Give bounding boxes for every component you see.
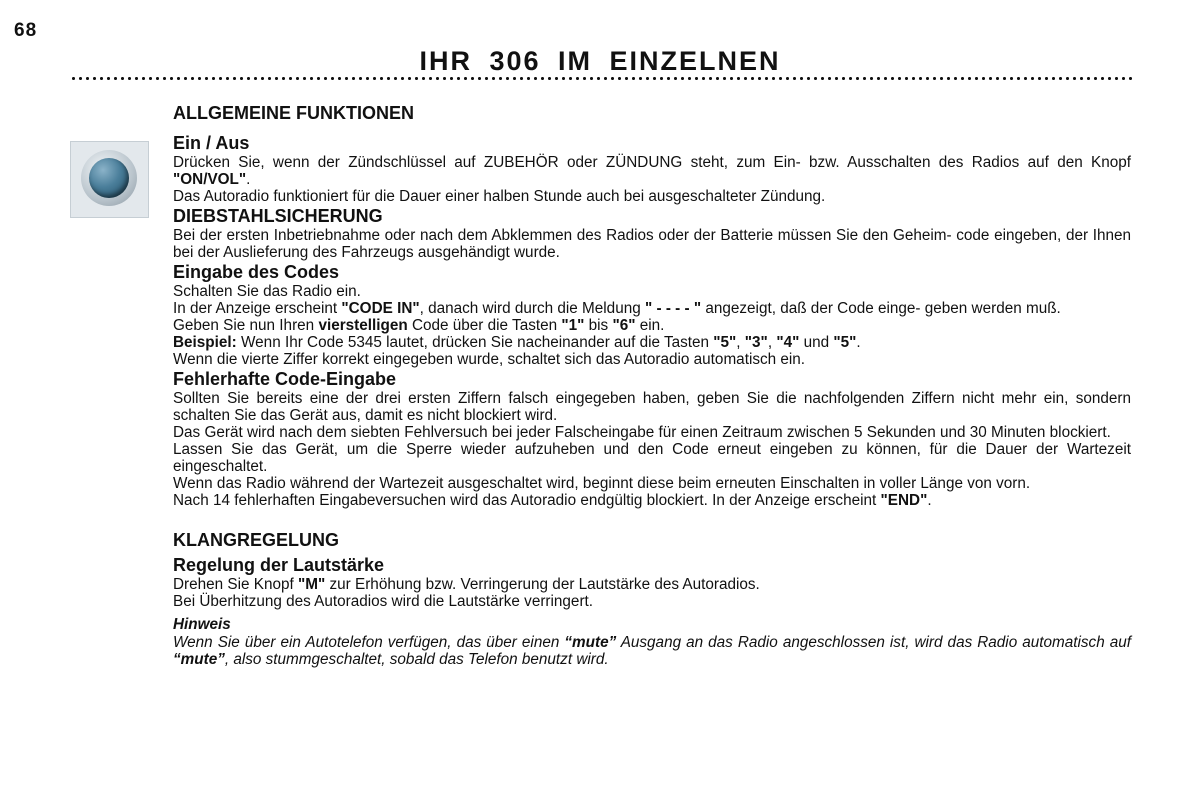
paragraph-faulty-3: Lassen Sie das Gerät, um die Sperre wieder aufzuheben und den Code erneut eingeben zu können, für die Dauer der Wartezeit eingeschaltet. <box>173 441 1131 475</box>
paragraph-on-off: Drücken Sie, wenn der Zündschlüssel auf ZUBEHÖR oder ZÜNDUNG steht, zum Ein- bzw. Ausschalten des Radios auf den Knopf "ON/VOL". <box>173 154 1131 188</box>
paragraph-code-display: In der Anzeige erscheint "CODE IN", danach wird durch die Meldung " - - - - " angezeigt, daß der Code einge- geben werden muß. <box>173 300 1061 317</box>
paragraph-volume-knob: Drehen Sie Knopf "M" zur Erhöhung bzw. Verringerung der Lautstärke des Autoradios. <box>173 576 760 593</box>
paragraph-theft-protection: Bei der ersten Inbetriebnahme oder nach dem Abklemmen des Radios oder der Batterie müssen Sie den Geheim- code eingeben, der Ihnen bei der Auslieferung des Fahrzeugs ausgehändigt wurde. <box>173 227 1131 261</box>
paragraph-faulty-2: Das Gerät wird nach dem siebten Fehlversuch bei jeder Falscheingabe für einen Zeitraum zwischen 5 Sekunden und 30 Minuten blockiert. <box>173 424 1111 441</box>
paragraph-volume-overheat: Bei Überhitzung des Autoradios wird die Lautstärke verringert. <box>173 593 594 610</box>
section-title-sound: KLANGREGELUNG <box>173 530 339 550</box>
page-number: 68 <box>14 20 38 41</box>
paragraph-code-success: Wenn die vierte Ziffer korrekt eingegeben wurde, schaltet sich das Autoradio automatisch ein. <box>173 351 806 368</box>
paragraph-faulty-5: Nach 14 fehlerhaften Eingabeversuchen wird das Autoradio endgültig blockiert. In der Anzeige erscheint "END". <box>173 492 932 509</box>
knob-ring <box>81 150 137 206</box>
paragraph-on-off-duration: Das Autoradio funktioniert für die Dauer einer halben Stunde auch bei ausgeschalteter Zündung. <box>173 188 826 205</box>
dotted-title-rule <box>70 76 1136 81</box>
paragraph-code-switch-on: Schalten Sie das Radio ein. <box>173 283 361 300</box>
heading-on-off: Ein / Aus <box>173 133 250 153</box>
page-content <box>173 102 1131 668</box>
heading-faulty-code: Fehlerhafte Code-Eingabe <box>173 369 397 389</box>
paragraph-code-keys: Geben Sie nun Ihren vierstelligen Code über die Tasten "1" bis "6" ein. <box>173 317 665 334</box>
on-vol-knob-image <box>70 141 149 218</box>
heading-theft-protection: DIEBSTAHLSICHERUNG <box>173 206 383 226</box>
chapter-title: IHR 306 IM EINZELNEN <box>419 46 781 76</box>
hint-title: Hinweis <box>173 616 231 633</box>
heading-volume: Regelung der Lautstärke <box>173 555 385 575</box>
paragraph-hint: Wenn Sie über ein Autotelefon verfügen, das über einen “mute” Ausgang an das Radio angeschlossen ist, wird das Radio automatisch auf “mute”, also stummgeschaltet, sobald das Telefon benutzt wird. <box>173 634 1132 668</box>
section-title-general: ALLGEMEINE FUNKTIONEN <box>173 103 414 123</box>
paragraph-faulty-4: Wenn das Radio während der Wartezeit ausgeschaltet wird, beginnt diese beim erneuten Einschalten in voller Länge von vorn. <box>173 475 1031 492</box>
heading-code-entry: Eingabe des Codes <box>173 262 340 282</box>
paragraph-code-example: Beispiel: Wenn Ihr Code 5345 lautet, drücken Sie nacheinander auf die Tasten "5", "3", "4" und "5". <box>173 334 861 351</box>
knob-cap <box>89 158 129 198</box>
paragraph-faulty-1: Sollten Sie bereits eine der drei ersten Ziffern falsch eingegeben haben, geben Sie die nachfolgenden Ziffern nicht mehr ein, sondern schalten Sie das Gerät aus, damit es nicht blockiert wird. <box>173 390 1131 424</box>
